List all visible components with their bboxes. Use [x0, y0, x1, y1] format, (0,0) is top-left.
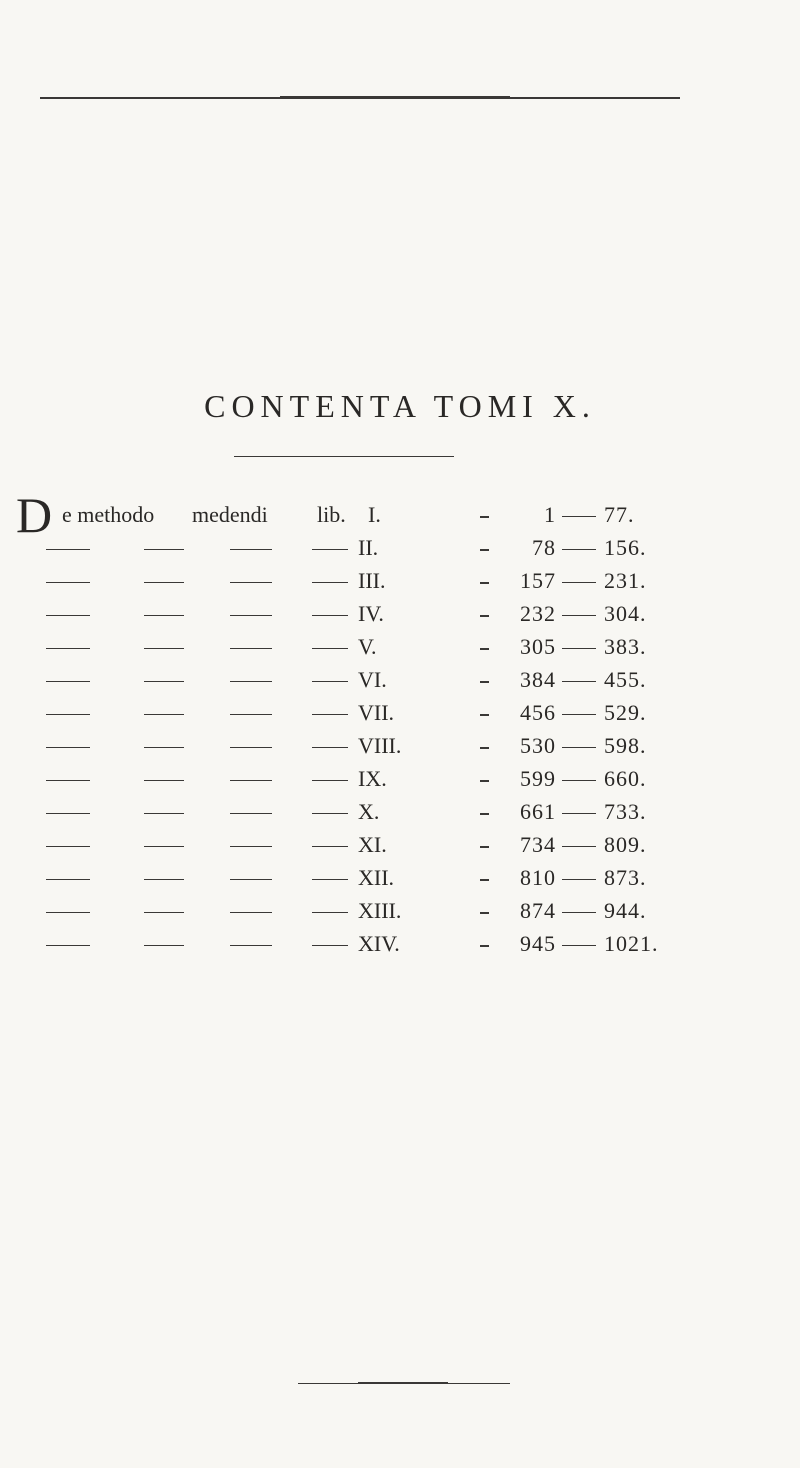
- ditto-dash: [144, 681, 184, 682]
- page-start: 530: [520, 733, 556, 758]
- ditto-dash: [312, 879, 348, 880]
- page-end: 598.: [604, 733, 647, 758]
- separator: [480, 879, 489, 881]
- range-dash: [562, 549, 596, 550]
- separator: [480, 846, 489, 848]
- ditto-dash: [230, 747, 272, 748]
- ditto-dash: [312, 747, 348, 748]
- ditto-dash: [312, 945, 348, 946]
- page-start: 945: [520, 931, 556, 956]
- range-dash: [562, 747, 596, 748]
- ditto-dash: [230, 945, 272, 946]
- ditto-dash: [230, 648, 272, 649]
- ditto-dash: [144, 813, 184, 814]
- ditto-dash: [144, 747, 184, 748]
- range-dash: [562, 945, 596, 946]
- ditto-dash: [46, 780, 90, 781]
- range-dash: [562, 846, 596, 847]
- range-dash: [562, 780, 596, 781]
- book-number: VIII.: [358, 733, 402, 758]
- ditto-dash: [312, 780, 348, 781]
- page-end: 944.: [604, 898, 647, 923]
- separator: [480, 648, 489, 650]
- ditto-dash: [144, 615, 184, 616]
- bottom-rule: [298, 1383, 510, 1384]
- ditto-dash: [144, 549, 184, 550]
- ditto-dash: [230, 582, 272, 583]
- ditto-dash: [230, 615, 272, 616]
- separator: [480, 582, 489, 584]
- page-start: 734: [520, 832, 556, 857]
- ditto-dash: [312, 912, 348, 913]
- contents-row: [0, 566, 800, 596]
- book-number: III.: [358, 568, 386, 593]
- contents-row: [0, 896, 800, 926]
- ditto-dash: [144, 714, 184, 715]
- ditto-dash: [230, 780, 272, 781]
- page-end: 304.: [604, 601, 647, 626]
- ditto-dash: [46, 846, 90, 847]
- book-number: IX.: [358, 766, 387, 791]
- ditto-dash: [230, 879, 272, 880]
- separator: [480, 912, 489, 914]
- range-dash: [562, 813, 596, 814]
- ditto-dash: [144, 582, 184, 583]
- ditto-dash: [46, 615, 90, 616]
- page-end: 156.: [604, 535, 647, 560]
- page-start: 78: [532, 535, 556, 560]
- book-number: I.: [368, 502, 381, 527]
- ditto-dash: [312, 549, 348, 550]
- ditto-dash: [46, 813, 90, 814]
- ditto-dash: [144, 879, 184, 880]
- contents-row: [0, 731, 800, 761]
- page-start: 599: [520, 766, 556, 791]
- ditto-dash: [46, 549, 90, 550]
- contents-row: [0, 487, 800, 543]
- page-start: 157: [520, 568, 556, 593]
- separator: [480, 681, 489, 683]
- range-dash: [562, 714, 596, 715]
- ditto-dash: [230, 681, 272, 682]
- range-dash: [562, 879, 596, 880]
- range-dash: [562, 681, 596, 682]
- page-end: 383.: [604, 634, 647, 659]
- range-dash: [562, 648, 596, 649]
- title-rule: [234, 456, 454, 457]
- page-end: 529.: [604, 700, 647, 725]
- separator: [480, 945, 489, 947]
- contents-row: [0, 764, 800, 794]
- ditto-dash: [312, 846, 348, 847]
- contents-row: [0, 632, 800, 662]
- contents-row: [0, 929, 800, 959]
- ditto-dash: [46, 681, 90, 682]
- page-start: 456: [520, 700, 556, 725]
- contents-row: [0, 863, 800, 893]
- page-start: 1: [544, 502, 556, 527]
- entry-methodo: e methodo: [62, 502, 155, 527]
- separator: [480, 813, 489, 815]
- ditto-dash: [230, 846, 272, 847]
- page-end: 1021.: [604, 931, 659, 956]
- book-number: II.: [358, 535, 379, 560]
- separator: [480, 747, 489, 749]
- ditto-dash: [312, 813, 348, 814]
- ditto-dash: [46, 945, 90, 946]
- contents-row: [0, 698, 800, 728]
- top-rule: [40, 97, 680, 99]
- book-number: IV.: [358, 601, 384, 626]
- range-dash: [562, 912, 596, 913]
- ditto-dash: [312, 648, 348, 649]
- page-end: 733.: [604, 799, 647, 824]
- ditto-dash: [46, 714, 90, 715]
- range-dash: [562, 516, 596, 517]
- ditto-dash: [46, 879, 90, 880]
- book-number: XIV.: [358, 931, 400, 956]
- separator: [480, 516, 489, 518]
- separator: [480, 615, 489, 617]
- page-end: 873.: [604, 865, 647, 890]
- page-end: 660.: [604, 766, 647, 791]
- page-end: 455.: [604, 667, 647, 692]
- ditto-dash: [46, 912, 90, 913]
- entry-medendi: medendi: [192, 502, 268, 527]
- contents-row: [0, 830, 800, 860]
- book-number: XIII.: [358, 898, 402, 923]
- page-start: 232: [520, 601, 556, 626]
- entry-lib: lib.: [317, 502, 346, 527]
- ditto-dash: [46, 648, 90, 649]
- book-number: XII.: [358, 865, 395, 890]
- ditto-dash: [312, 582, 348, 583]
- range-dash: [562, 615, 596, 616]
- ditto-dash: [230, 549, 272, 550]
- ditto-dash: [312, 714, 348, 715]
- book-number: V.: [358, 634, 377, 659]
- range-dash: [562, 582, 596, 583]
- ditto-dash: [312, 681, 348, 682]
- ditto-dash: [144, 780, 184, 781]
- ditto-dash: [144, 945, 184, 946]
- initial-letter: D: [16, 487, 53, 543]
- ditto-dash: [312, 615, 348, 616]
- contents-row: [0, 797, 800, 827]
- ditto-dash: [144, 648, 184, 649]
- contents-row: [0, 665, 800, 695]
- page-start: 874: [520, 898, 556, 923]
- book-number: XI.: [358, 832, 387, 857]
- page-start: 810: [520, 865, 556, 890]
- book-number: VII.: [358, 700, 395, 725]
- separator: [480, 714, 489, 716]
- ditto-dash: [230, 912, 272, 913]
- book-number: VI.: [358, 667, 387, 692]
- ditto-dash: [230, 813, 272, 814]
- book-number: X.: [358, 799, 380, 824]
- ditto-dash: [144, 912, 184, 913]
- ditto-dash: [230, 714, 272, 715]
- page-start: 384: [520, 667, 556, 692]
- page-title: CONTENTA TOMI X.: [204, 388, 596, 424]
- contents-row: [0, 599, 800, 629]
- separator: [480, 780, 489, 782]
- page-end: 809.: [604, 832, 647, 857]
- contents-row: [0, 533, 800, 563]
- page-start: 661: [520, 799, 556, 824]
- page-end: 231.: [604, 568, 647, 593]
- ditto-dash: [46, 747, 90, 748]
- page-start: 305: [520, 634, 556, 659]
- separator: [480, 549, 489, 551]
- page-end: 77.: [604, 502, 635, 527]
- ditto-dash: [46, 582, 90, 583]
- ditto-dash: [144, 846, 184, 847]
